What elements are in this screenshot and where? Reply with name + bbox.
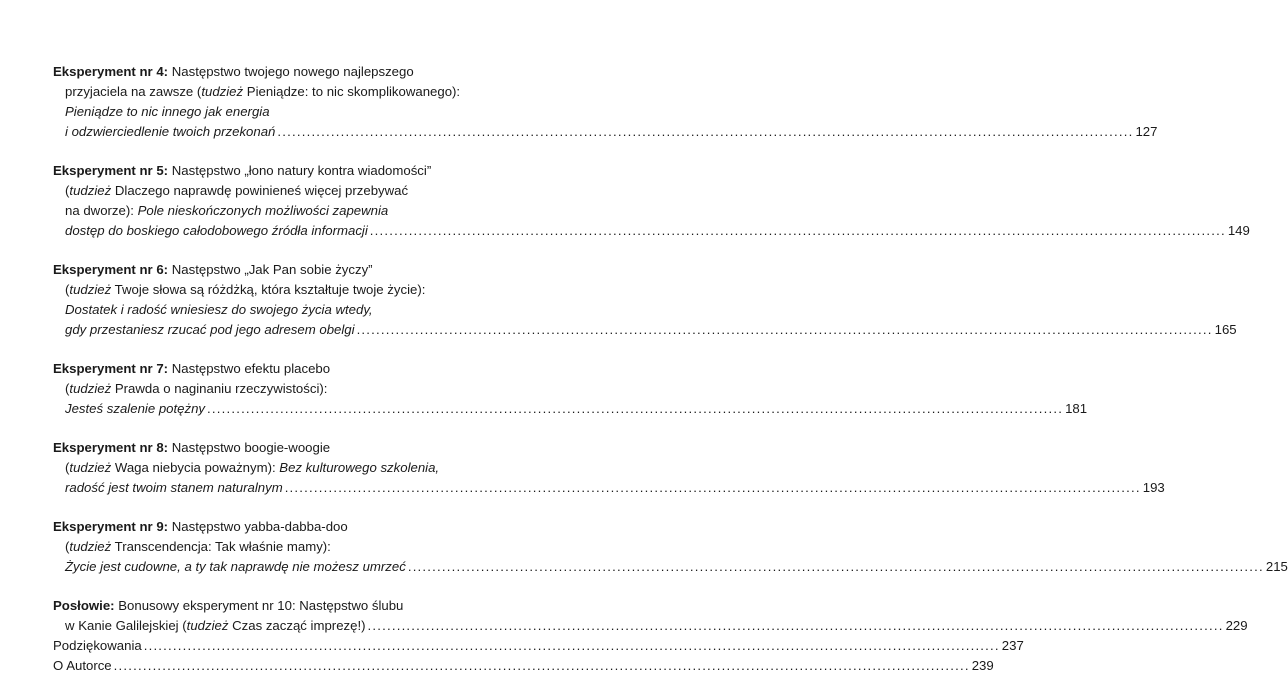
dot-leader	[112, 656, 972, 676]
dot-leader	[205, 399, 1065, 419]
toc-entry-4: Eksperyment nr 4: Następstwo twojego nowego najlepszego przyjaciela na zawsze (tudzież Pieniądze: to nic skomplikowanego): Pieniądze to nic innego jak energia i odzwierciedlenie twoich przekonań ..... 127	[53, 62, 402, 142]
page-number: 237	[1001, 638, 1024, 653]
toc-entry-5: Eksperyment nr 5: Następstwo „łono natury kontra wiadomości” (tudzież Dlaczego naprawdę powinieneś więcej przebywać na dworze): Pole nieskończonych możliwości zapewnia dostęp do boskiego całodobowego źródła informacji ..... 149	[53, 161, 402, 241]
toc-entry-author: O Autorce ..... 239	[53, 656, 402, 676]
page-number: 165	[1214, 322, 1237, 337]
table-of-contents	[53, 62, 1288, 676]
dot-leader	[368, 221, 1228, 241]
entry-label: Posłowie:	[53, 598, 115, 613]
entry-label: Eksperyment nr 7:	[53, 361, 169, 376]
page-number: 229	[1225, 618, 1248, 633]
page-number: 239	[971, 658, 994, 673]
dot-leader	[406, 557, 1266, 577]
page-number: 181	[1065, 401, 1088, 416]
page-number: 127	[1135, 124, 1158, 139]
entry-label: Eksperyment nr 6:	[53, 262, 169, 277]
page-number: 215	[1265, 559, 1288, 574]
page-number: 193	[1142, 480, 1165, 495]
entry-label: Eksperyment nr 9:	[53, 519, 169, 534]
toc-entry-9: Eksperyment nr 9: Następstwo yabba-dabba-doo (tudzież Transcendencja: Tak właśnie mamy): Życie jest cudowne, a ty tak naprawdę nie możesz umrzeć ..... 215	[53, 517, 402, 577]
dot-leader	[283, 478, 1143, 498]
toc-entry-7: Eksperyment nr 7: Następstwo efektu placebo (tudzież Prawda o naginaniu rzeczywistości): Jesteś szalenie potężny ..... 181	[53, 359, 402, 419]
dot-leader	[142, 636, 1002, 656]
entry-label: Eksperyment nr 5:	[53, 163, 169, 178]
toc-entry-8: Eksperyment nr 8: Następstwo boogie-woogie (tudzież Waga niebycia poważnym): Bez kulturowego szkolenia, radość jest twoim stanem naturalnym ..... 193	[53, 438, 402, 498]
toc-entry-acknowledgements: Podziękowania ..... 237	[53, 636, 402, 656]
dot-leader	[355, 320, 1215, 340]
dot-leader	[275, 122, 1135, 142]
toc-entry-postscript: Posłowie: Bonusowy eksperyment nr 10: Następstwo ślubu w Kanie Galilejskiej (tudzież Czas zacząć imprezę!) ..... 229 Podziękowania ..... 237 O Autorce ..... 239	[53, 596, 402, 676]
dot-leader	[366, 616, 1226, 636]
entry-label: Eksperyment nr 8:	[53, 440, 169, 455]
page-number: 149	[1227, 223, 1250, 238]
entry-label: Eksperyment nr 4:	[53, 64, 169, 79]
toc-entry-6: Eksperyment nr 6: Następstwo „Jak Pan sobie życzy” (tudzież Twoje słowa są różdżką, która kształtuje twoje życie): Dostatek i radość wniesiesz do swojego życia wtedy, gdy przestaniesz rzucać pod jego adresem obelgi ..... 165	[53, 260, 402, 340]
